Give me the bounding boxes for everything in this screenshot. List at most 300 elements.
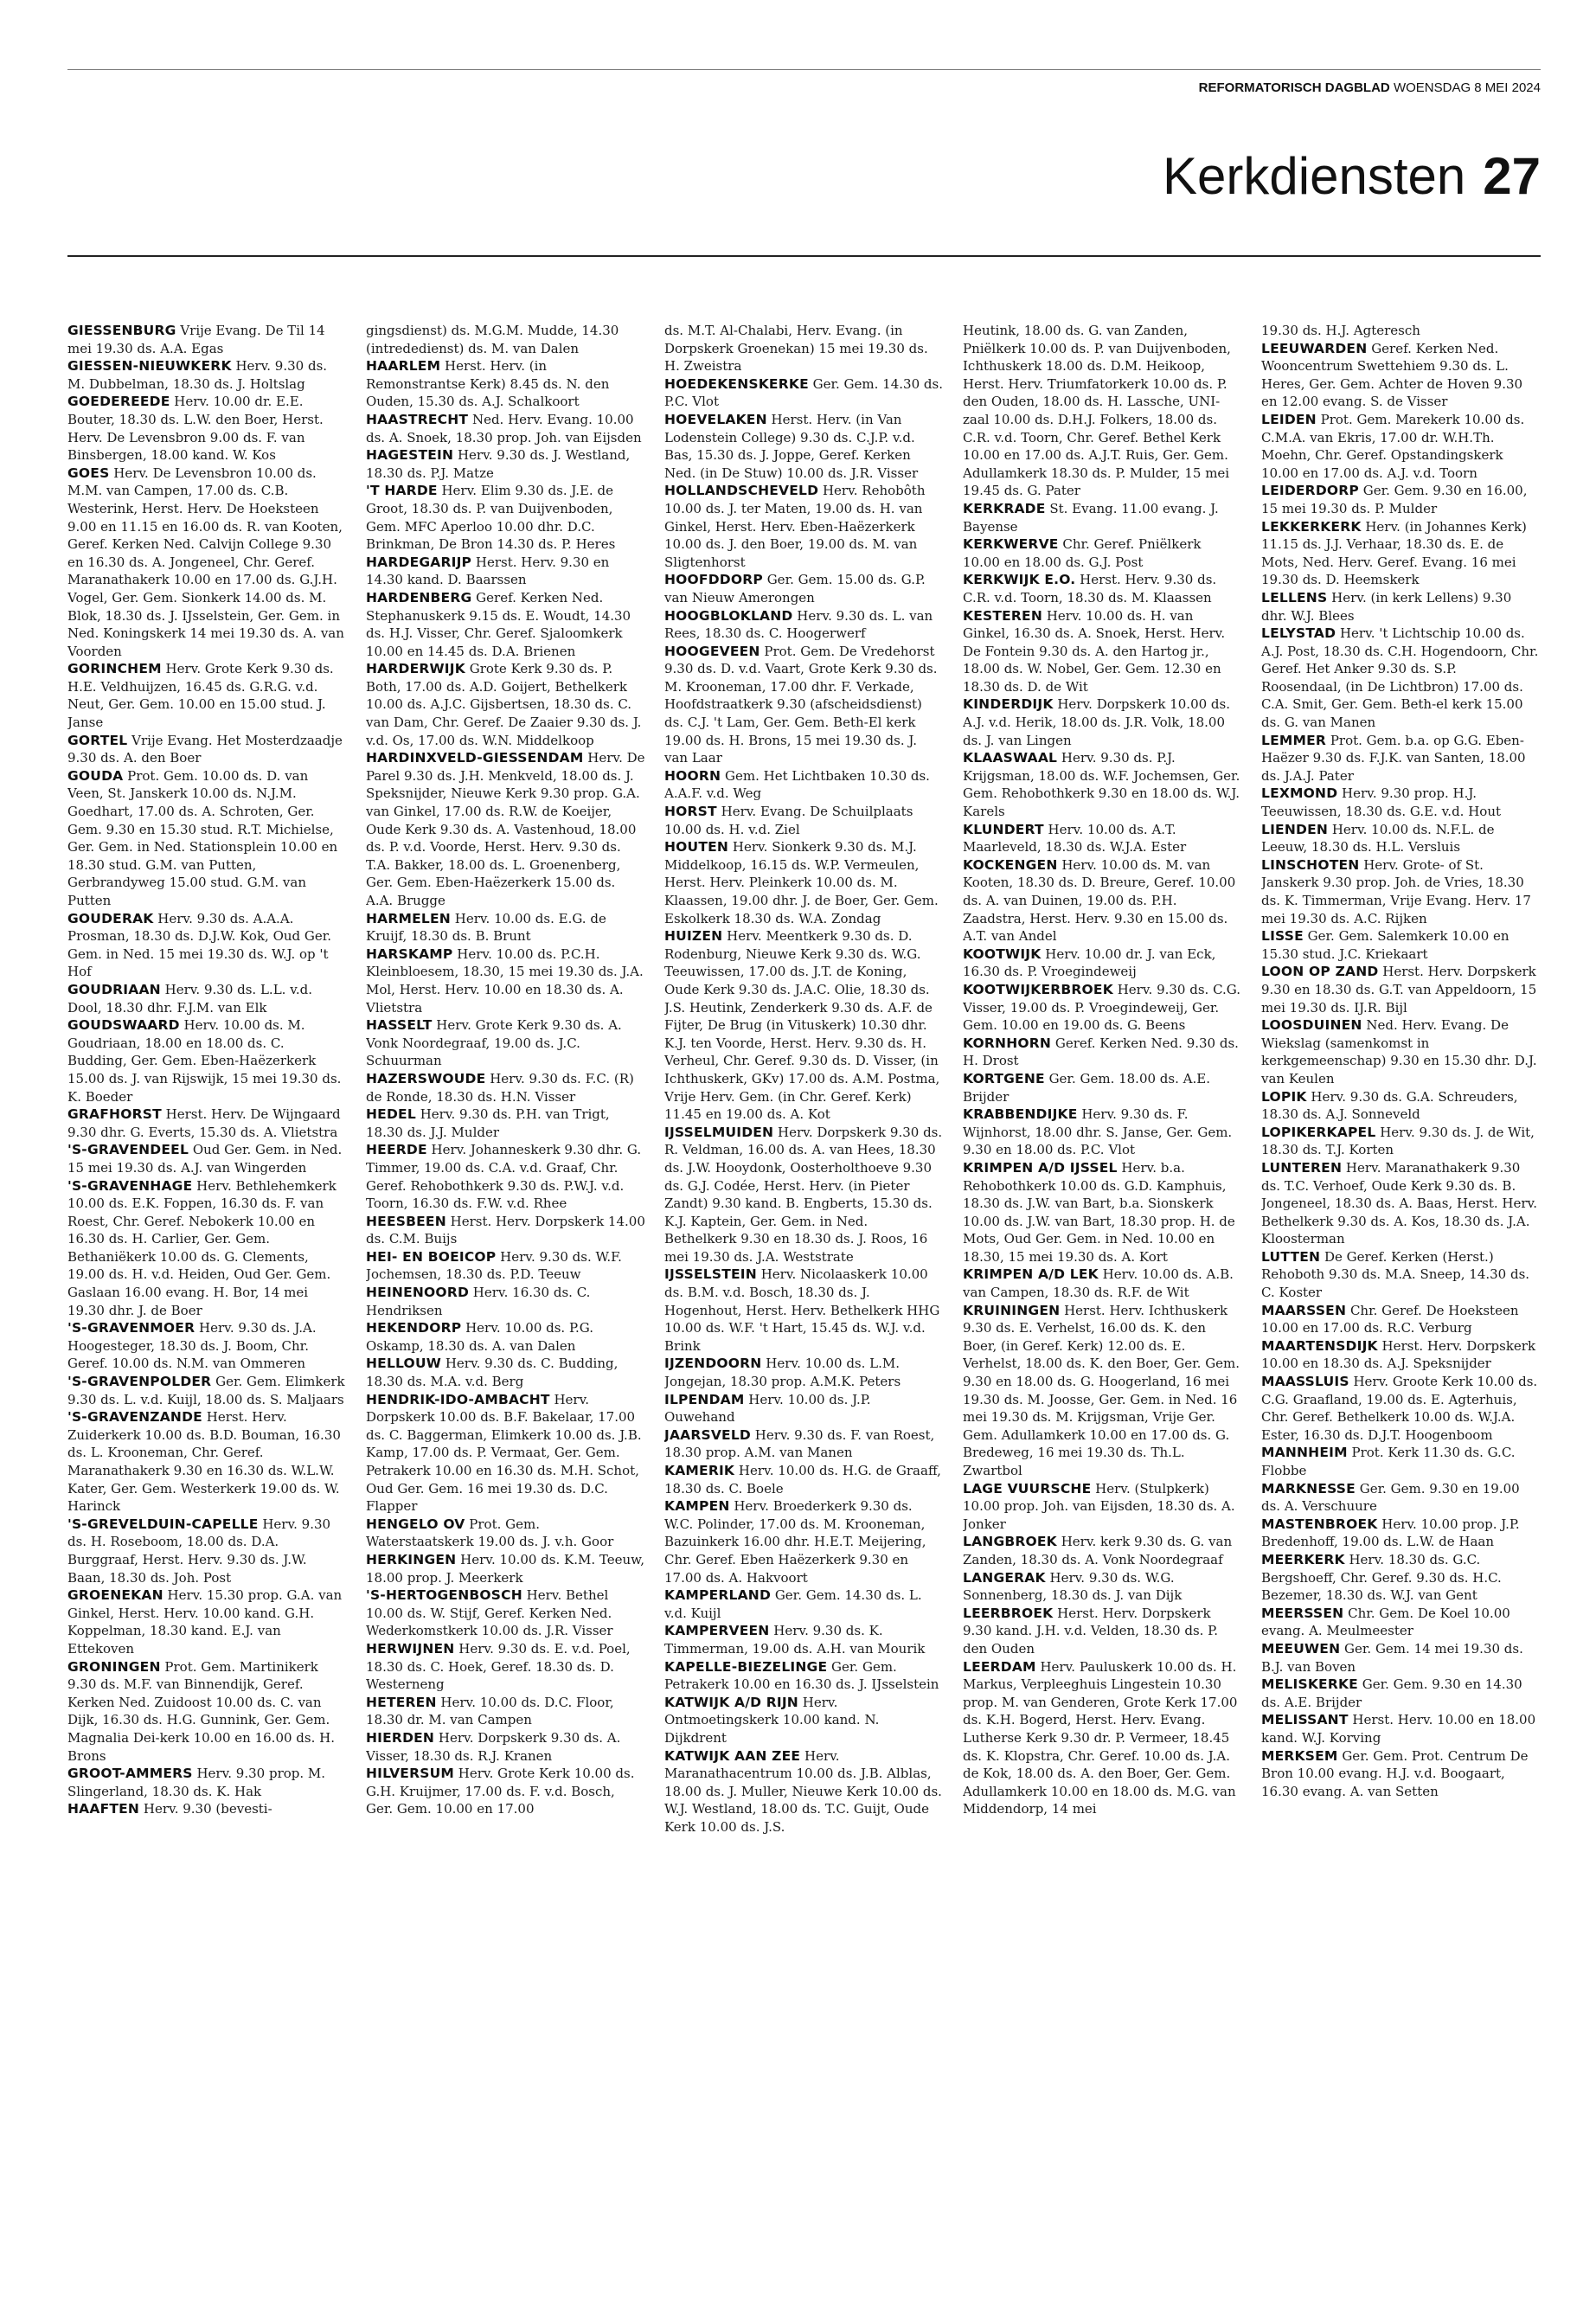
place-name: LEKKERKERK [1261,518,1362,535]
service-details: Herv. Johanneskerk 9.30 dhr. G. Timmer, 19.00 ds. C.A. v.d. Graaf, Chr. Geref. Rehobothkerk 9.30 ds. P.W.J. v.d. Toorn, 16.30 ds. F.W. v.d. Rhee [366,1142,642,1212]
place-name: MARKNESSE [1261,1480,1356,1497]
service-details: Prot. Gem. De Vredehorst 9.30 ds. D. v.d. Vaart, Grote Kerk 9.30 ds. M. Krooneman, 17.00 dhr. F. Verkade, Hoofdstraatkerk 9.30 (afscheidsdienst) ds. C.J. 't Lam, Ger. Gem. Beth-El kerk 19.00 ds. H. Brons, 15 mei 19.30 ds. J. van Laar [664,643,938,766]
service-listing [664,927,944,1124]
service-listing [366,1319,645,1355]
place-name: LANGERAK [963,1569,1046,1586]
service-details: Herv. 10.00 ds. H. van Ginkel, 16.30 ds. A. Snoek, Herst. Herv. De Fontein 9.30 ds. A. den Hartog jr., 18.00 ds. W. Nobel, Ger. Gem. 12.30 en 18.30 ds. D. de Wit [963,607,1226,695]
service-listing [1261,1373,1541,1444]
service-details: Ger. Gem. 18.00 ds. A.E. Brijder [963,1070,1210,1105]
service-listing [1261,1551,1541,1605]
service-details: Herv. 9.30 ds. G.A. Schreuders, 18.30 ds. A.J. Sonneveld [1261,1088,1518,1123]
service-details: Herv. 10.00 ds. L.M. Jongejan, 18.30 prop. A.M.K. Peters [664,1356,901,1390]
place-name: HEERDE [366,1142,427,1158]
top-rule [67,69,1541,70]
place-name: KAMPERLAND [664,1587,772,1604]
service-details: Vrije Evang. De Til 14 mei 19.30 ds. A.A. Egas [67,323,325,356]
service-listing [963,1035,1242,1070]
service-listing [1261,625,1541,732]
service-details: Geref. Kerken Ned. Stephanuskerk 9.15 ds. E. Woudt, 14.30 ds. H.J. Visser, Chr. Geref. Sjaloomkerk 10.00 en 14.45 ds. D.A. Brienen [366,589,631,659]
place-name: MERKSEM [1261,1747,1338,1764]
service-listing [366,1516,645,1551]
service-details: Herv. Dorpskerk 10.00 ds. B.F. Bakelaar, 17.00 ds. C. Baggerman, Elimkerk 10.00 ds. J.B. Kamp, 17.00 ds. P. Vermaat, Ger. Gem. Petrakerk 10.00 en 16.30 ds. M.H. Schot, Oud Ger. Gem. 16 mei 19.30 ds. D.C. Flapper [366,1391,642,1515]
place-name: MEERKERK [1261,1551,1345,1567]
service-listing [366,1016,645,1070]
service-details: Herst. Herv. 9.30 ds. C.R. v.d. Toorn, 18.30 ds. M. Klaassen [963,572,1217,606]
place-name: KOOTWIJK [963,945,1042,962]
service-listing [963,1106,1242,1159]
place-name: HOOGEVEEN [664,643,760,659]
place-name: GOES [67,465,110,481]
place-name: HEESBEEN [366,1213,446,1229]
service-listing [366,945,645,1016]
place-name: HAASTRECHT [366,411,469,427]
service-details: Herv. 't Lichtschip 10.00 ds. A.J. Post, 18.30 ds. C.H. Hogendoorn, Chr. Geref. Het Anker 9.30 ds. S.P. Roosendaal, (in De Lichtbron) 17.00 ds. C.A. Smit, Ger. Gem. Beth-el kerk 15.00 ds. G. van Manen [1261,625,1539,731]
service-listing [1261,821,1541,856]
place-name: HOUTEN [664,839,729,856]
service-details: Herst. Herv. 9.30 en 14.30 kand. D. Baarssen [366,554,610,588]
place-name: KERKRADE [963,500,1046,516]
place-name: HILVERSUM [366,1766,454,1782]
place-name: LEERDAM [963,1658,1036,1675]
service-details: Ger. Gem. 15.00 ds. G.P. van Nieuw Amerongen [664,572,926,606]
service-listing [963,1569,1242,1605]
service-details: Herv. 10.00 ds. H.G. de Graaff, 18.30 ds. C. Boele [664,1463,941,1497]
service-listing [664,1426,944,1462]
service-listing [664,767,944,803]
page-number: 27 [1483,147,1541,205]
service-details: Herv. Rehobôth 10.00 ds. J. ter Maten, 19.00 ds. H. van Ginkel, Herst. Herv. Eben-Haëzerkerk 10.00 ds. J. den Boer, 19.00 ds. M. van Sligtenhorst [664,483,926,570]
service-listing [67,910,347,981]
place-name: HELLOUW [366,1356,442,1372]
service-details: Herv. 9.30 ds. P.H. van Trigt, 18.30 ds. J.J. Mulder [366,1106,610,1140]
service-details: Herv. 10.00 ds. M. van Kooten, 18.30 ds. D. Breure, Geref. 10.00 ds. A. van Duinen, 19.00 ds. P.H. Zaadstra, Herst. Herv. 9.30 en 15.00 ds. A.T. van Andel [963,856,1236,945]
service-details: Prot. Gem. Marekerk 10.00 ds. C.M.A. van Ekris, 17.00 dr. W.H.Th. Moehn, Chr. Geref. Opstandingskerk 10.00 en 17.00 ds. A.J. v.d. Toorn [1261,411,1525,481]
place-name: LUNTEREN [1261,1159,1343,1176]
service-listing [664,411,944,482]
place-name: HEINENOORD [366,1285,470,1301]
service-listing [1261,1302,1541,1337]
service-details: ds. M.T. Al-Chalabi, Herv. Evang. (in Dorpskerk Groenekan) 15 mei 19.30 ds. H. Zweistra [664,323,928,375]
service-listing [1261,340,1541,411]
place-name: GORINCHEM [67,661,162,677]
service-details: Chr. Gem. De Koel 10.00 evang. A. Meulmeester [1261,1605,1510,1639]
column-3 [664,322,944,2285]
place-name: HARDENBERG [366,589,472,606]
service-listing [1261,1088,1541,1124]
place-name: LELLENS [1261,589,1328,606]
service-listing [366,1284,645,1319]
service-listing [963,981,1242,1035]
service-details: Herv. Maranathakerk 9.30 ds. T.C. Verhoef, Oude Kerk 9.30 ds. B. Jongeneel, 18.30 ds. A. Baas, Herst. Herv. Bethelkerk 9.30 ds. A. Kos, 18.30 ds. J.A. Kloosterman [1261,1159,1537,1247]
place-name: 'S-GREVELDUIN-CAPELLE [67,1516,259,1532]
place-name: HIERDEN [366,1729,435,1746]
service-details: Herv. 10.00 ds. P.G. Oskamp, 18.30 ds. A. van Dalen [366,1320,594,1354]
place-name: 'S-GRAVENZANDE [67,1409,202,1426]
service-details: Herv. 9.30 ds. E. v.d. Poel, 18.30 ds. C. Hoek, Geref. 18.30 ds. D. Westerneng [366,1640,631,1693]
service-listing [664,1266,944,1355]
service-details: Herv. 10.00 ds. D.C. Floor, 18.30 dr. M. van Campen [366,1694,614,1728]
place-name: HEKENDORP [366,1320,462,1336]
place-name: MASTENBROEK [1261,1516,1378,1532]
listing-columns [67,322,1541,2285]
service-listing [1261,785,1541,820]
service-listing [664,375,944,411]
place-name: 'S-GRAVENDEEL [67,1142,189,1158]
service-listing [664,322,944,375]
place-name: GIESSENBURG [67,323,176,338]
service-details: Herv. 10.00 ds. N.F.L. de Leeuw, 18.30 ds. H.L. Versluis [1261,821,1495,856]
service-details: Herv. Dorpskerk 10.00 ds. A.J. v.d. Herik, 18.00 ds. J.R. Volk, 18.00 ds. J. van Lingen [963,696,1231,748]
service-listing [664,1391,944,1426]
service-details: Herv. 9.30 ds. W.F. Jochemsen, 18.30 ds. P.D. Teeuw [366,1248,622,1283]
service-details: Herv. Meentkerk 9.30 ds. D. Rodenburg, Nieuwe Kerk 9.30 ds. W.G. Teeuwissen, 17.00 ds. J.T. de Koning, Oude Kerk 9.30 ds. J.A.C. Olie, 18.30 ds. J.S. Heutink, Zenderkerk 9.30 ds. A.F. de Fijter, De Brug (in Vituskerk) 10.30 dhr. K.J. ten Voorde, Herst. Herv. 9.30 ds. H. Verheul, Chr. Geref. 9.30 ds. D. Visser, (in Ichthuskerk, GKv) 17.00 ds. A.M. Postma, Vrije Herv. Gem. (in Chr. Geref. Kerk) 11.45 en 19.00 ds. A. Kot [664,928,940,1123]
service-details: Herv. Evang. De Schuilplaats 10.00 ds. H. v.d. Ziel [664,804,913,837]
service-listing [366,411,645,446]
place-name: HOEDEKENSKERKE [664,375,809,392]
service-listing [1261,1337,1541,1373]
place-name: HARMELEN [366,910,451,926]
masthead [1199,80,1541,95]
service-details: Herv. 9.30 ds. W.G. Sonnenberg, 18.30 ds. J. van Dijk [963,1569,1183,1604]
place-name: LEXMOND [1261,785,1338,802]
place-name: KESTEREN [963,607,1043,624]
place-name: MANNHEIM [1261,1445,1348,1461]
place-name: HARDINXVELD-GIESSENDAM [366,750,584,766]
service-details: Oud Ger. Gem. in Ned. 15 mei 19.30 ds. A.J. van Wingerden [67,1142,343,1176]
place-name: MEERSSEN [1261,1605,1344,1621]
service-listing [366,1586,645,1640]
service-listing [67,1106,347,1141]
place-name: HERKINGEN [366,1551,457,1567]
place-name: MAASSLUIS [1261,1374,1349,1390]
service-details: Chr. Geref. Pniëlkerk 10.00 en 18.00 ds. G.J. Post [963,536,1202,570]
place-name: MEEUWEN [1261,1640,1341,1657]
place-name: HAAFTEN [67,1801,140,1817]
service-listing [67,1516,347,1586]
place-name: LEEUWARDEN [1261,340,1368,356]
place-name: HASSELT [366,1017,433,1034]
service-listing [366,1070,645,1106]
service-listing [67,1141,347,1176]
service-listing [67,1765,347,1800]
service-details: Herv. Ontmoetingskerk 10.00 kand. N. Dijkdrent [664,1694,880,1746]
service-listing [1261,411,1541,482]
service-details: Prot. Kerk 11.30 ds. G.C. Flobbe [1261,1445,1516,1478]
service-listing [67,1586,347,1657]
service-details: St. Evang. 11.00 evang. J. Bayense [963,500,1219,535]
section-title: Kerkdiensten [1163,147,1466,205]
service-listing [664,1747,944,1836]
service-listing [67,465,347,661]
service-listing [1261,1248,1541,1302]
place-name: GOUDERAK [67,910,154,926]
service-listing [1261,1159,1541,1248]
place-name: MELISKERKE [1261,1676,1358,1693]
place-name: MELISSANT [1261,1712,1349,1728]
place-name: LIENDEN [1261,821,1329,837]
service-details: Herv. 9.30 ds. K. Timmerman, 19.00 ds. A.H. van Mourik [664,1623,926,1657]
service-details: Herv. (Stulpkerk) 10.00 prop. Joh. van Eijsden, 18.30 ds. A. Jonker [963,1480,1235,1532]
place-name: HAGESTEIN [366,447,454,464]
service-listing [366,1213,645,1248]
service-listing [664,803,944,838]
service-details: Ned. Herv. Evang. De Wiekslag (samenkomst in kerkgemeenschap) 9.30 en 15.30 dhr. D.J. van Keulen [1261,1017,1537,1086]
place-name: KAMPERVEEN [664,1623,770,1639]
service-details: Herv. Grote Kerk 9.30 ds. H.E. Veldhuijzen, 16.45 ds. G.R.G. v.d. Neut, Ger. Gem. 10.00 en 15.00 stud. J. Janse [67,661,334,731]
service-details: Herv. 9.30 ds. J.A. Hoogesteger, 18.30 ds. J. Boom, Chr. Geref. 10.00 ds. N.M. van Ommeren [67,1320,317,1372]
service-listing [1261,963,1541,1016]
place-name: 'S-GRAVENHAGE [67,1177,193,1194]
service-listing [67,981,347,1016]
place-name: KATWIJK A/D RIJN [664,1694,798,1710]
place-name: HOLLANDSCHEVELD [664,483,819,499]
service-details: Herv. 9.30 ds. P.J. Krijgsman, 18.00 ds. W.F. Jochemsen, Ger. Gem. Rehobothkerk 9.30 en 18.00 ds. W.J. Karels [963,750,1240,820]
service-listing [664,643,944,767]
service-listing [963,571,1242,606]
service-details: Herst. Herv. Zuiderkerk 10.00 ds. B.D. Bouman, 16.30 ds. L. Krooneman, Chr. Geref. Maranathakerk 9.30 en 16.30 ds. W.L.W. Kater, Ger. Gem. Westerkerk 19.00 ds. W. Harinck [67,1409,341,1515]
place-name: HORST [664,804,717,820]
place-name: KORTGENE [963,1070,1045,1086]
place-name: LOON OP ZAND [1261,964,1379,980]
service-listing [664,571,944,606]
paper-name: REFORMATORISCH DAGBLAD [1198,80,1390,95]
service-details: Herv. 9.30 ds. J. Westland, 18.30 ds. P.J. Matze [366,447,631,481]
service-details: Herv. 10.00 ds. K.M. Teeuw, 18.00 prop. J. Meerkerk [366,1551,644,1586]
place-name: LISSE [1261,928,1304,945]
place-name: GROOT-AMMERS [67,1766,193,1782]
place-name: GOEDEREEDE [67,394,170,410]
service-details: Herv. Bethel 10.00 ds. W. Stijf, Geref. Kerken Ned. Wederkomstkerk 10.00 ds. J.R. Visser [366,1587,613,1639]
service-listing [963,1480,1242,1534]
place-name: HEDEL [366,1106,416,1123]
service-listing [67,1800,347,1818]
service-details: Herv. 10.00 ds. J.P. Ouwehand [664,1391,871,1426]
service-listing [1261,518,1541,589]
place-name: IJSSELMUIDEN [664,1124,774,1140]
place-name: MAARSSEN [1261,1302,1347,1318]
service-listing [963,500,1242,535]
service-details: Ger. Gem. Salemkerk 10.00 en 15.30 stud. J.C. Kriekaart [1261,928,1509,962]
column-2 [366,322,645,2285]
service-listing [1261,1711,1541,1747]
service-listing [1261,1747,1541,1801]
service-listing [67,1373,347,1408]
service-details: Herv. Nicolaaskerk 10.00 ds. B.M. v.d. Bosch, 18.30 ds. J. Hogenhout, Herst. Herv. Bethelkerk HHG 10.00 ds. W.F. 't Hart, 15.45 ds. W.J. v.d. Brink [664,1266,940,1354]
service-listing [963,1070,1242,1106]
service-details: Herv. 15.30 prop. G.A. van Ginkel, Herst. Herv. 10.00 kand. G.H. Koppelman, 18.30 kand. E.J. van Ettekoven [67,1587,343,1657]
place-name: GRAFHORST [67,1106,162,1123]
place-name: HOEVELAKEN [664,411,767,427]
service-listing [366,322,645,357]
service-details: Herv. Dorpskerk 9.30 ds. A. Visser, 18.30 ds. R.J. Kranen [366,1729,621,1764]
service-listing [1261,589,1541,625]
service-listing [366,482,645,553]
service-details: Herv. 10.00 dr. E.E. Bouter, 18.30 ds. L.W. den Boer, Herst. Herv. De Levensbron 9.00 ds. F. van Binsbergen, 18.00 kand. W. Kos [67,394,324,464]
service-listing [366,1391,645,1516]
service-listing [67,767,347,910]
service-details: Herv. 9.30 ds. F.C. (R) de Ronde, 18.30 ds. H.N. Visser [366,1070,634,1105]
issue-date: WOENSDAG 8 MEI 2024 [1393,80,1541,95]
service-details: Ger. Gem. Petrakerk 10.00 en 16.30 ds. J. IJsselstein [664,1658,939,1693]
service-details: Herv. Grote- of St. Janskerk 9.30 prop. Joh. de Vries, 18.30 ds. K. Timmerman, Vrije Evang. Herv. 17 mei 19.30 ds. A.C. Rijken [1261,856,1531,926]
service-details: Herv. 10.00 ds. A.T. Maarleveld, 18.30 ds. W.J.A. Ester [963,821,1187,856]
service-details: Ger. Gem. Elimkerk 9.30 ds. L. v.d. Kuijl, 18.00 ds. S. Maljaars [67,1374,345,1407]
place-name: LINSCHOTEN [1261,856,1360,873]
place-name: KAMPEN [664,1498,730,1515]
service-details: Ger. Gem. 14.30 ds. P.C. Vlot [664,375,943,410]
service-listing [664,1124,944,1266]
service-listing [963,607,1242,696]
place-name: LOPIKERKAPEL [1261,1124,1376,1140]
service-details: Herv. 9.30 ds. J. de Wit, 18.30 ds. T.J. Korten [1261,1124,1535,1158]
service-listing [1261,1124,1541,1159]
service-details: Herv. De Parel 9.30 ds. J.H. Menkveld, 18.00 ds. J. Speksnijder, Nieuwe Kerk 9.30 prop. G.A. van Ginkel, 17.00 ds. R.W. de Koeijer, Oude Kerk 9.30 ds. A. Vastenhoud, 18.00 ds. P. v.d. Voorde, Herst. Herv. 9.30 ds. T.A. Bakker, 18.00 ds. L. Groenenberg, Ger. Gem. Eben-Haëzerkerk 15.00 ds. A.A. Brugge [366,750,645,908]
service-listing [963,856,1242,945]
service-listing [366,1551,645,1586]
service-listing [963,749,1242,820]
service-listing [1261,1480,1541,1516]
service-listing [67,393,347,464]
place-name: LEIDERDORP [1261,483,1359,499]
place-name: HOOGBLOKLAND [664,607,793,624]
place-name: LELYSTAD [1261,625,1336,642]
service-listing [664,1586,944,1622]
service-listing [366,1729,645,1765]
service-listing [1261,1605,1541,1640]
service-details: Ger. Gem. Prot. Centrum De Bron 10.00 evang. H.J. v.d. Boogaart, 16.30 evang. A. van Setten [1261,1747,1529,1799]
place-name: KERKWIJK E.O. [963,572,1076,588]
service-details: Herv. Broederkerk 9.30 ds. W.C. Polinder, 17.00 ds. M. Krooneman, Bazuinkerk 16.00 dhr. H.E.T. Meijering, Chr. Geref. Eben Haëzerkerk 9.30 en 17.00 ds. A. Hakvoort [664,1498,926,1586]
service-listing [67,732,347,767]
service-listing [366,1248,645,1284]
service-details: Herv. Grote Kerk 10.00 ds. G.H. Kruijmer, 17.00 ds. F. v.d. Bosch, Ger. Gem. 10.00 en 17.00 [366,1766,635,1817]
service-details: Herv. 10.00 ds. P.C.H. Kleinbloesem, 18.30, 15 mei 19.30 ds. J.A. Mol, Herst. Herv. 10.00 en 18.30 ds. A. Vlietstra [366,945,644,1016]
place-name: GOUDA [67,767,124,784]
service-details: 19.30 ds. H.J. Agteresch [1261,323,1420,338]
service-listing [664,838,944,927]
place-name: ILPENDAM [664,1391,745,1407]
service-listing [1261,927,1541,963]
place-name: LUTTEN [1261,1248,1321,1265]
service-listing [366,446,645,482]
service-listing [963,1302,1242,1480]
place-name: KRUININGEN [963,1302,1061,1318]
place-name: HENGELO OV [366,1516,465,1532]
service-listing [67,1319,347,1373]
service-details: Herv. kerk 9.30 ds. G. van Zanden, 18.30 ds. A. Vonk Noordegraaf [963,1534,1233,1567]
place-name: HEI- EN BOEICOP [366,1248,497,1265]
place-name: GRONINGEN [67,1658,161,1675]
place-name: KLAASWAAL [963,750,1058,766]
place-name: 'S-HERTOGENBOSCH [366,1587,522,1604]
service-listing [664,1622,944,1657]
service-details: Herv. 9.30 ds. L. van Rees, 18.30 ds. C. Hoogerwerf [664,607,933,642]
service-listing [963,1658,1242,1818]
service-details: Herst. Herv. Dorpskerk 10.00 en 18.30 ds. A.J. Speksnijder [1261,1337,1536,1372]
place-name: HAZERSWOUDE [366,1070,486,1086]
service-listing [67,322,347,357]
service-listing [67,1408,347,1516]
service-details: Herv. 16.30 ds. C. Hendriksen [366,1285,591,1318]
place-name: HERWIJNEN [366,1640,455,1657]
place-name: JAARSVELD [664,1426,751,1443]
column-4 [963,322,1242,2285]
service-listing [664,607,944,643]
service-details: Herv. 9.30 prop. H.J. Teeuwissen, 18.30 ds. G.E. v.d. Hout [1261,785,1502,820]
service-details: Herv. Grote Kerk 9.30 ds. A. Vonk Noordegraaf, 19.00 ds. J.C. Schuurman [366,1017,622,1069]
service-details: Ger. Gem. 9.30 en 19.00 ds. A. Verschuure [1261,1480,1520,1515]
service-listing [963,322,1242,500]
service-details: Herv. Sionkerk 9.30 ds. M.J. Middelkoop, 16.15 ds. W.P. Vermeulen, Herst. Herv. Pleinkerk 10.00 ds. M. Klaassen, 19.00 dhr. J. de Boer, Ger. Gem. Eskolkerk 18.30 ds. W.A. Zondag [664,839,939,926]
service-listing [1261,322,1541,340]
place-name: IJSSELSTEIN [664,1266,757,1283]
service-details: Prot. Gem. b.a. op G.G. Eben-Haëzer 9.30 ds. F.J.K. van Santen, 18.00 ds. J.A.J. Pater [1261,732,1526,784]
service-listing [67,660,347,731]
service-listing [963,1159,1242,1266]
service-listing [67,357,347,393]
service-details: Herv. Bethlehemkerk 10.00 ds. E.K. Foppen, 16.30 ds. F. van Roest, Chr. Geref. Nebokerk 10.00 en 16.30 ds. H. Carlier, Ger. Gem. Bethaniëkerk 10.00 ds. G. Clements, 19.00 ds. H. v.d. Heiden, Oud Ger. Gem. Gaslaan 16.00 evang. H. Bor, 14 mei 19.30 dhr. J. de Boer [67,1177,337,1318]
service-details: Herv. 9.30 ds. C. Budding, 18.30 ds. M.A. v.d. Berg [366,1356,619,1390]
service-details: Herv. 9.30 prop. M. Slingerland, 18.30 ds. K. Hak [67,1766,326,1799]
service-listing [963,945,1242,981]
place-name: 'S-GRAVENMOER [67,1320,195,1336]
service-details: Herv. Groote Kerk 10.00 ds. C.G. Graafland, 19.00 ds. E. Agterhuis, Chr. Geref. Bethelkerk 10.00 ds. W.J.A. Ester, 16.30 ds. D.J.T. Hoogenboom [1261,1374,1538,1443]
service-listing [664,1694,944,1747]
service-details: Chr. Geref. De Hoeksteen 10.00 en 17.00 ds. R.C. Verburg [1261,1302,1519,1336]
service-details: Grote Kerk 9.30 ds. P. Both, 17.00 ds. A.D. Goijert, Bethelkerk 10.00 ds. A.J.C. Gijsbertsen, 18.30 ds. C. van Dam, Chr. Geref. De Zaaier 9.30 ds. J. v.d. Os, 17.00 ds. W.N. Middelkoop [366,661,642,748]
service-listing [366,1694,645,1729]
service-details: Herst. Herv. 10.00 en 18.00 kand. W.J. Korving [1261,1712,1536,1746]
place-name: GROENEKAN [67,1587,163,1604]
service-details: Ger. Gem. 14.30 ds. L. v.d. Kuijl [664,1587,922,1621]
section-rule [67,255,1541,257]
service-details: Prot. Gem. Waterstaatskerk 19.00 ds. J. v.h. Goor [366,1516,614,1550]
place-name: KRIMPEN A/D LEK [963,1266,1099,1283]
service-listing [366,749,645,909]
service-listing [366,1640,645,1694]
service-listing [1261,1676,1541,1711]
place-name: HENDRIK-IDO-AMBACHT [366,1391,550,1407]
service-details: Herv. Dorpskerk 9.30 ds. R. Veldman, 16.00 ds. A. van Hees, 18.30 ds. J.W. Hooydonk, Oosterholthoeve 9.30 ds. G.J. Codée, Herst. Herv. (in Pieter Zandt) 9.30 kand. B. Engberts, 15.30 ds. K.J. Kaptein, Ger. Gem. in Ned. Bethelkerk 9.30 en 18.30 ds. J. Roos, 16 mei 19.30 ds. J.A. Weststrate [664,1124,943,1265]
service-details: Herst. Herv. (in Van Lodenstein College) 9.30 ds. C.J.P. v.d. Bas, 15.30 ds. J. Joppe, Geref. Kerken Ned. (in De Stuw) 10.00 ds. J.R. Visser [664,411,919,481]
service-details: Ger. Gem. 14 mei 19.30 ds. B.J. van Boven [1261,1640,1523,1675]
service-listing [67,1658,347,1766]
service-listing [366,1141,645,1212]
service-details: Ger. Gem. 9.30 en 16.00, 15 mei 19.30 ds. P. Mulder [1261,483,1528,516]
service-details: Geref. Kerken Ned. 9.30 ds. H. Drost [963,1035,1239,1069]
service-listing [963,695,1242,749]
service-details: Herv. 10.00 ds. A.B. van Campen, 18.30 ds. R.F. de Wit [963,1266,1234,1301]
place-name: KAPELLE-BIEZELINGE [664,1658,828,1675]
service-listing [664,1462,944,1497]
place-name: 'S-GRAVENPOLDER [67,1374,212,1390]
service-details: Herst. Herv. Dorpskerk 14.00 ds. C.M. Buijs [366,1213,645,1247]
place-name: 'T HARDE [366,483,438,499]
place-name: MAARTENSDIJK [1261,1337,1378,1354]
service-details: Herv. 9.30 ds. C.G. Visser, 19.00 ds. P. Vroegindeweij, Ger. Gem. 10.00 en 19.00 ds. G. Beens [963,981,1241,1034]
place-name: LANGBROEK [963,1534,1057,1550]
service-details: Herst. Herv. Ichthuskerk 9.30 ds. E. Verhelst, 16.00 ds. K. den Boer, (in Geref. Kerk) 12.00 ds. E. Verhelst, 18.00 ds. K. den Boer, Ger. Gem. 9.30 en 18.00 ds. G. Hoogerland, 16 mei 19.30 ds. M. Joosse, Ger. Gem. in Ned. 16 mei 19.30 ds. M. Krijgsman, Vrije Ger. Gem. Adullamkerk 10.00 en 17.00 ds. G. Bredeweg, 16 mei 19.30 ds. Th.L. Zwartbol [963,1302,1240,1478]
service-listing [1261,1016,1541,1087]
place-name: KRABBENDIJKE [963,1106,1078,1123]
service-listing [1261,1640,1541,1676]
service-details: Herv. 18.30 ds. G.C. Bergshoeff, Chr. Geref. 9.30 ds. H.C. Bezemer, 18.30 ds. W.J. van Gent [1261,1551,1502,1604]
service-details: Herv. 10.00 ds. M. Goudriaan, 18.00 en 18.00 ds. C. Budding, Ger. Gem. Eben-Haëzerkerk 15.00 ds. J. van Rijswijk, 15 mei 19.30 ds. K. Boeder [67,1017,342,1105]
service-listing [1261,856,1541,927]
service-listing [366,554,645,589]
place-name: LEERBROEK [963,1605,1054,1621]
service-listing [664,1658,944,1694]
